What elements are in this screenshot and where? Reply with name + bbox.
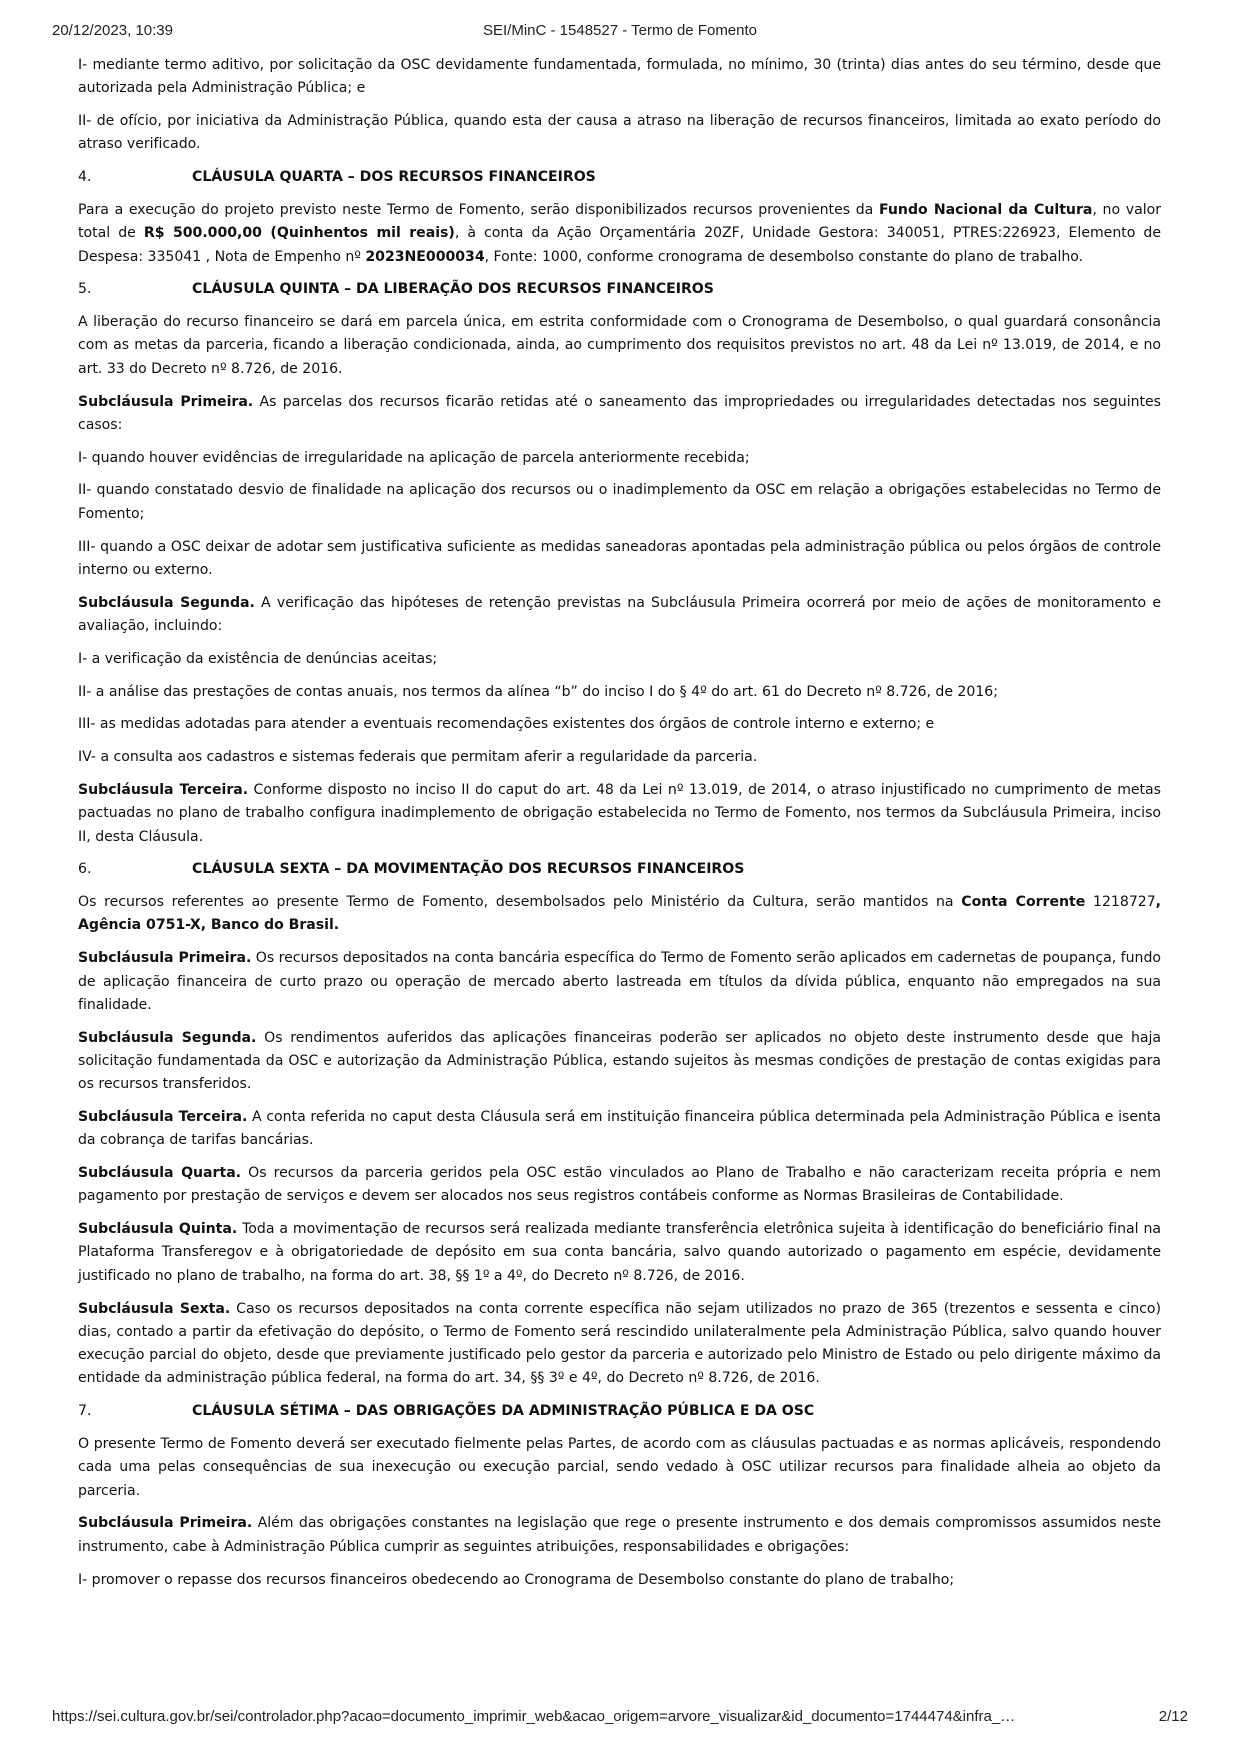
text-run: , Fonte: 1000, conforme cronograma de desembolso constante do plano de trabalho. [484, 248, 1084, 265]
subclause-label: Subcláusula Segunda. [78, 594, 255, 611]
subclause-label: Subcláusula Quinta. [78, 1221, 238, 1238]
clause-number: 6. [78, 861, 92, 878]
prazo-item-2: II- de ofício, por iniciativa da Administração Pública, quando esta der causa a atraso na liberação de recursos financeiros, limitada ao exato período do atraso verificado. [78, 113, 1161, 153]
clause-number: 4. [78, 169, 92, 186]
clause-title: CLÁUSULA QUINTA – DA LIBERAÇÃO DOS RECURSOS FINANCEIROS [192, 281, 714, 298]
print-title: SEI/MinC - 1548527 - Termo de Fomento [482, 22, 758, 39]
clause-6-subclause-2 [78, 1027, 1161, 1097]
clause-number: 5. [78, 281, 92, 298]
subclause-label: Subcláusula Terceira. [78, 781, 249, 798]
subclause-label: Subcláusula Segunda. [78, 1029, 257, 1046]
list-item: III- as medidas adotadas para atender a eventuais recomendações existentes dos órgãos de controle interno e externo; e [78, 716, 935, 733]
clause-6-subclause-5 [78, 1218, 1161, 1288]
clause-title: CLÁUSULA QUARTA – DOS RECURSOS FINANCEIROS [192, 169, 596, 186]
account-label: Conta Corrente [961, 894, 1086, 911]
list-item: II- a análise das prestações de contas anuais, nos termos da alínea “b” do inciso I do § 4º do art. 61 do Decreto nº 8.726, de 2016; [78, 683, 998, 700]
clause-6-subclause-4 [78, 1162, 1161, 1209]
subclause-text: A verificação das hipóteses de retenção previstas na Subcláusula Primeira ocorrerá por meio de ações de monitoramento e avaliação, incluindo: [78, 594, 1161, 634]
list-item: III- quando a OSC deixar de adotar sem justificativa suficiente as medidas saneadoras apontadas pela administração pública ou pelos órgãos de controle interno ou externo. [78, 538, 1161, 578]
text-run: Para a execução do projeto previsto neste Termo de Fomento, serão disponibilizados recursos provenientes da [78, 201, 880, 218]
clause-6-subclause-6 [78, 1298, 1161, 1391]
subclause-text: Caso os recursos depositados na conta corrente específica não sejam utilizados no prazo de 365 (trezentos e sessenta e cinco) dias, contado a partir da efetivação do depósito, o Termo de Fomento será rescindido unilateralmente pela Administração Pública, salvo quando houver execução parcial do objeto, desde que previamente justificado pelo gestor da parceria e autorizado pelo Ministro de Estado ou pelo dirigente máximo da entidade da administração pública federal, na forma do art. 34, §§ 3º e 4º, do Decreto nº 8.726, de 2016. [78, 1300, 1161, 1387]
text-run: , à conta da Ação Orçamentária 20ZF, Unidade Gestora: 340051, PTRES:226923, Elemento de Despesa: 335041 , Nota de Empenho nº [78, 225, 1161, 265]
clause-5-heading [78, 278, 1161, 301]
empenho-number: 2023NE000034 [365, 248, 485, 265]
subclause-label: Subcláusula Primeira. [78, 1515, 253, 1532]
clause-7-subclause-1 [78, 1512, 1161, 1559]
account-number: 1218727 [1085, 894, 1156, 911]
page-number: 2/12 [1158, 1708, 1188, 1725]
text-run: , no valor total de [78, 201, 1161, 242]
bank-details: , Agência 0751-X, Banco do Brasil. [78, 894, 1161, 934]
fund-name: Fundo Nacional da Cultura [879, 201, 1093, 218]
clause-title: CLÁUSULA SEXTA – DA MOVIMENTAÇÃO DOS RECURSOS FINANCEIROS [192, 861, 745, 878]
clause-title: CLÁUSULA SÉTIMA – DAS OBRIGAÇÕES DA ADMINISTRAÇÃO PÚBLICA E DA OSC [192, 1403, 815, 1420]
clause-6-subclause-3 [78, 1106, 1161, 1153]
subclause-text: As parcelas dos recursos ficarão retidas até o saneamento das impropriedades ou irregularidades detectadas nos seguintes casos: [78, 393, 1162, 433]
clause-6-subclause-1 [78, 947, 1161, 1017]
clause-4-heading [78, 166, 1161, 189]
clause-7-paragraph: O presente Termo de Fomento deverá ser executado fielmente pelas Partes, de acordo com as cláusulas pactuadas e as normas aplicáveis, respondendo cada uma pelas consequências de sua inexecução ou execução parcial, sendo vedado à OSC utilizar recursos para finalidade alheia ao objeto da parceria. [78, 1436, 1161, 1499]
subclause-label: Subcláusula Quarta. [78, 1165, 242, 1182]
subclause-text: Os recursos depositados na conta bancária específica do Termo de Fomento serão aplicados em cadernetas de poupança, fundo de aplicação financeira de curto prazo ou operação de mercado aberto lastreada em títulos da dívida pública, enquanto não empregados na sua finalidade. [78, 950, 1161, 1013]
total-value: R$ 500.000,00 (Quinhentos mil reais) [143, 225, 455, 242]
list-item: I- quando houver evidências de irregularidade na aplicação de parcela anteriormente recebida; [78, 449, 750, 466]
subclause-label: Subcláusula Primeira. [78, 950, 252, 967]
text-run: Os recursos referentes ao presente Termo de Fomento, desembolsados pelo Ministério da Cultura, serão mantidos na [78, 894, 962, 911]
subclause-label: Subcláusula Primeira. [78, 393, 254, 410]
print-header [52, 22, 1188, 42]
clause-5-subclause-2 [78, 592, 1161, 639]
clause-7-heading [78, 1400, 1161, 1423]
clause-5-subclause-3 [78, 779, 1161, 849]
subclause-text: A conta referida no caput desta Cláusula será em instituição financeira pública determinada pela Administração Pública e isenta da cobrança de tarifas bancárias. [78, 1108, 1162, 1149]
list-item: IV- a consulta aos cadastros e sistemas federais que permitam aferir a regularidade da parceria. [78, 749, 758, 766]
clause-6-paragraph [78, 891, 1161, 938]
print-footer [52, 1708, 1188, 1728]
clause-4-paragraph [78, 199, 1161, 269]
clause-number: 7. [78, 1403, 92, 1420]
subclause-label: Subcláusula Terceira. [78, 1108, 248, 1125]
list-item: II- quando constatado desvio de finalidade na aplicação dos recursos ou o inadimplemento da OSC em relação a obrigações estabelecidas no Termo de Fomento; [78, 482, 1161, 522]
clause-5-paragraph: A liberação do recurso financeiro se dará em parcela única, em estrita conformidade com o Cronograma de Desembolso, o qual guardará consonância com as metas da parceria, ficando a liberação condicionada, ainda, ao cumprimento dos requisitos previstos no art. 48 da Lei nº 13.019, de 2014, e no art. 33 do Decreto nº 8.726, de 2016. [78, 314, 1161, 377]
subclause-text: Conforme disposto no inciso II do caput do art. 48 da Lei nº 13.019, de 2014, o atraso injustificado no cumprimento de metas pactuadas no plano de trabalho configura inadimplemento de obrigação estabelecida no Termo de Fomento, nos termos da Subcláusula Primeira, inciso II, desta Cláusula. [78, 781, 1161, 845]
document-body [78, 54, 1161, 1601]
list-item: I- promover o repasse dos recursos financeiros obedecendo ao Cronograma de Desembolso constante do plano de trabalho; [78, 1571, 955, 1588]
page-url-link[interactable]: https://sei.cultura.gov.br/sei/controlador.php?acao=documento_imprimir_web&acao_origem=arvore_visualizar&id_documento=1744474&infra_… [52, 1708, 1016, 1725]
list-item: I- a verificação da existência de denúncias aceitas; [78, 650, 438, 667]
subclause-text: Toda a movimentação de recursos será realizada mediante transferência eletrônica sujeita à identificação do beneficiário final na Plataforma Transferegov e à obrigatoriedade de depósito em sua conta bancária, salvo quando autorizado o pagamento em espécie, devidamente justificado no plano de trabalho, na forma do art. 38, §§ 1º a 4º, do Decreto nº 8.726, de 2016. [78, 1221, 1161, 1284]
subclause-label: Subcláusula Sexta. [78, 1300, 231, 1317]
clause-5-subclause-1 [78, 391, 1161, 438]
print-datetime: 20/12/2023, 10:39 [52, 22, 173, 39]
subclause-text: Além das obrigações constantes na legislação que rege o presente instrumento e dos demais compromissos assumidos neste instrumento, cabe à Administração Pública cumprir as seguintes atribuições, responsabilidades e obrigações: [78, 1515, 1161, 1555]
subclause-text: Os rendimentos auferidos das aplicações financeiras poderão ser aplicados no objeto deste instrumento desde que haja solicitação fundamentada da OSC e autorização da Administração Pública, estando sujeitos às mesmas condições de prestação de contas exigidas para os recursos transferidos. [78, 1029, 1161, 1093]
subclause-text: Os recursos da parceria geridos pela OSC estão vinculados ao Plano de Trabalho e não caracterizam receita própria e nem pagamento por prestação de serviços e devem ser alocados nos seus registros contábeis conforme as Normas Brasileiras de Contabilidade. [78, 1165, 1161, 1205]
clause-6-heading [78, 858, 1161, 881]
prazo-item-1: I- mediante termo aditivo, por solicitação da OSC devidamente fundamentada, formulada, no mínimo, 30 (trinta) dias antes do seu término, desde que autorizada pela Administração Pública; e [78, 57, 1161, 97]
